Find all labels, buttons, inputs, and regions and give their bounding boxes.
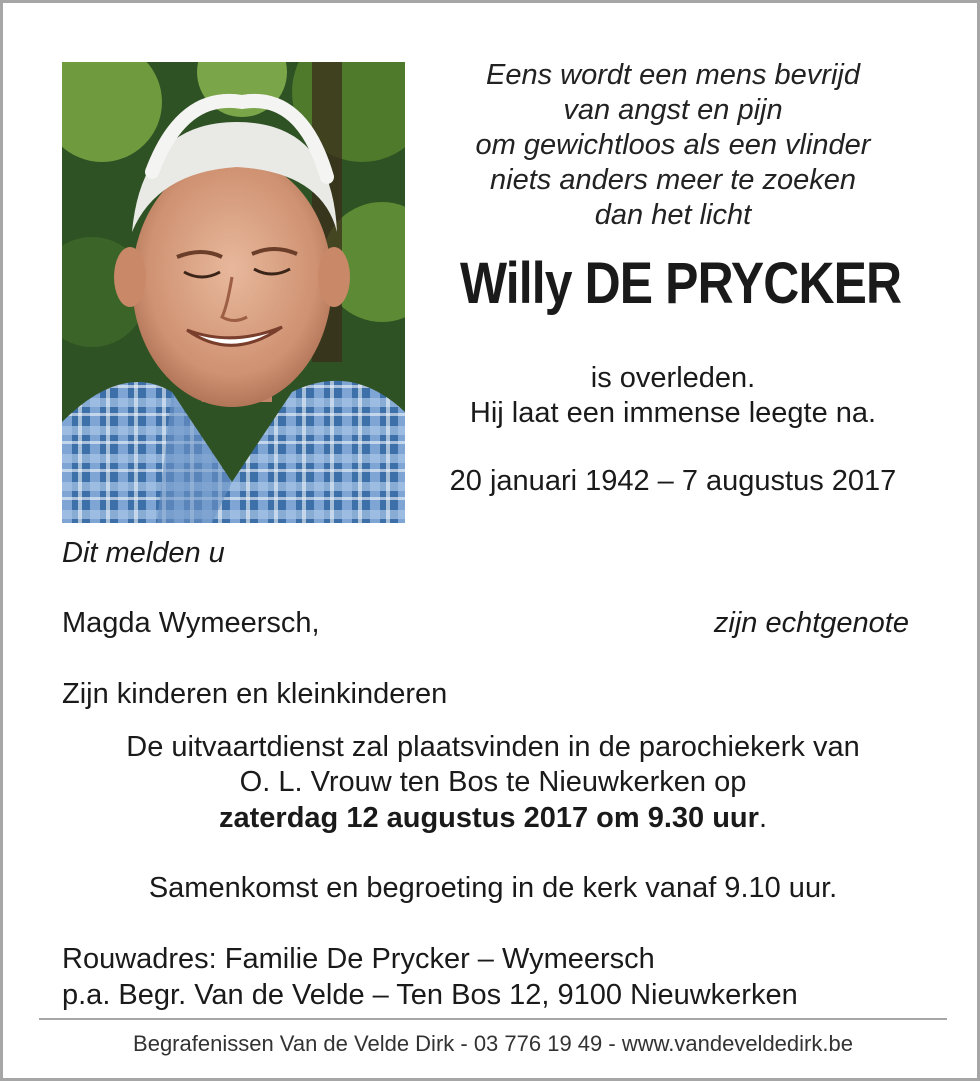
service-line-2: O. L. Vrouw ten Bos te Nieuwkerken op (239, 766, 747, 798)
life-dates: 20 januari 1942 – 7 augustus 2017 (449, 465, 897, 497)
address-line-2: p.a. Begr. Van de Velde – Ten Bos 12, 9100 Nieuwkerken (62, 979, 798, 1011)
portrait-image (62, 62, 405, 523)
service-when: zaterdag 12 augustus 2017 om 9.30 uur (219, 802, 759, 834)
announcement-line: is overleden. (590, 362, 756, 394)
spouse-name: Magda Wymeersch, (62, 607, 320, 639)
poem-line: van angst en pijn (563, 94, 783, 126)
announcement (423, 361, 923, 431)
family-line: Zijn kinderen en kleinkinderen (62, 678, 448, 710)
spouse-role: zijn echtgenote (713, 607, 909, 639)
poem-line: dan het licht (594, 199, 752, 231)
service-line-1: De uitvaartdienst zal plaatsvinden in de parochiekerk van (126, 731, 860, 763)
gathering-text: Samenkomst en begroeting in de kerk vanaf 9.10 uur. (148, 872, 838, 904)
address-line-1: Rouwadres: Familie De Prycker – Wymeersch (62, 943, 655, 975)
poem-line: niets anders meer te zoeken (490, 164, 856, 196)
footer-divider (39, 1018, 947, 1020)
poem-line: Eens wordt een mens bevrijd (486, 59, 860, 91)
announcement-line: Hij laat een immense leegte na. (469, 397, 877, 429)
footer-text: Begrafenissen Van de Velde Dirk - 03 776 19 49 - www.vandeveldedirk.be (133, 1031, 853, 1056)
intro-text: Dit melden u (62, 537, 225, 569)
poem (423, 58, 923, 233)
deceased-name: Willy DE PRYCKER (459, 251, 902, 316)
poem-line: om gewichtloos als een vlinder (475, 129, 871, 161)
service-datetime (43, 801, 943, 836)
portrait-photo (62, 62, 405, 523)
service-punct: . (758, 802, 767, 834)
